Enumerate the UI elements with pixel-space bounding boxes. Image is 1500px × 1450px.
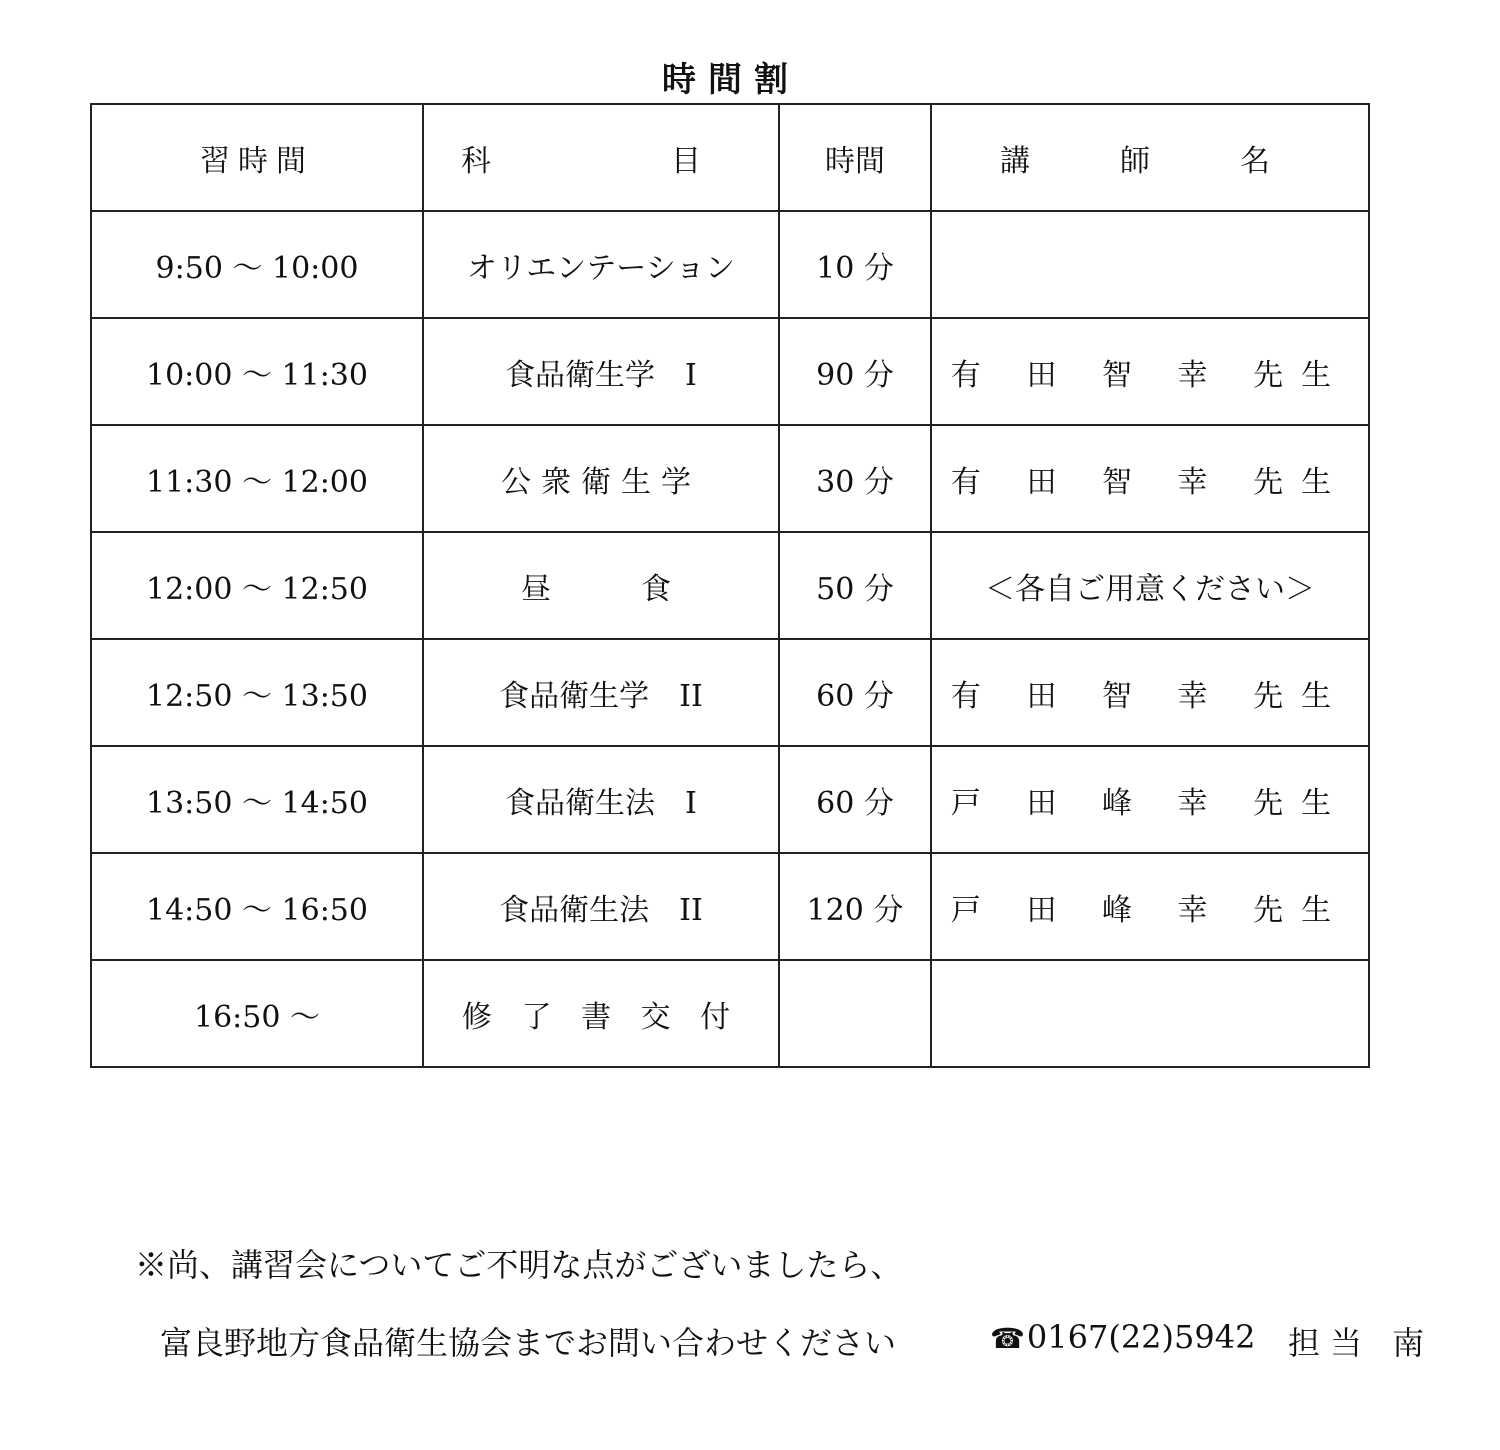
table-header-row [91, 104, 1369, 211]
duration-cell: 50 分 [779, 532, 931, 639]
time-cell: 11:30 ～ 12:00 [91, 425, 423, 532]
lecturer-cell [931, 960, 1369, 1067]
header-duration: 時間 [779, 104, 931, 211]
subject-cell: 食品衛生学 I [423, 318, 779, 425]
table-row [91, 318, 1369, 425]
duration-cell [779, 960, 931, 1067]
contact-person: 担当 南 [1288, 1324, 1435, 1362]
subject-cell: オリエンテーション [423, 211, 779, 318]
time-cell: 13:50 ～ 14:50 [91, 746, 423, 853]
duration-cell: 10 分 [779, 211, 931, 318]
lecturer-cell [931, 211, 1369, 318]
duration-cell: 30 分 [779, 425, 931, 532]
lecturer-cell: 戸 田 峰 幸 先生 [931, 853, 1369, 960]
header-lecturer: 講 師 名 [931, 104, 1369, 211]
time-cell: 10:00 ～ 11:30 [91, 318, 423, 425]
phone-icon: ☎ [990, 1322, 1025, 1355]
lecturer-cell: 有 田 智 幸 先生 [931, 318, 1369, 425]
duration-cell: 120 分 [779, 853, 931, 960]
lecturer-cell: 有 田 智 幸 先生 [931, 425, 1369, 532]
time-cell: 9:50 ～ 10:00 [91, 211, 423, 318]
subject-cell: 公衆衛生学 [423, 425, 779, 532]
subject-cell: 食品衛生法 I [423, 746, 779, 853]
time-cell: 14:50 ～ 16:50 [91, 853, 423, 960]
subject-cell: 修 了 書 交 付 [423, 960, 779, 1067]
table-row [91, 639, 1369, 746]
table-row [91, 960, 1369, 1067]
table-row [91, 211, 1369, 318]
duration-cell: 60 分 [779, 639, 931, 746]
header-time: 習時間 [91, 104, 423, 211]
time-cell: 12:00 ～ 12:50 [91, 532, 423, 639]
table-row [91, 853, 1369, 960]
lecturer-cell: ＜各自ご用意ください＞ [931, 532, 1369, 639]
subject-cell: 食品衛生学 II [423, 639, 779, 746]
duration-cell: 60 分 [779, 746, 931, 853]
subject-cell: 昼 食 [423, 532, 779, 639]
duration-cell: 90 分 [779, 318, 931, 425]
lecturer-cell: 戸 田 峰 幸 先生 [931, 746, 1369, 853]
lecturer-cell: 有 田 智 幸 先生 [931, 639, 1369, 746]
schedule-table [90, 103, 1370, 1068]
table-row [91, 532, 1369, 639]
table-row [91, 425, 1369, 532]
time-cell: 12:50 ～ 13:50 [91, 639, 423, 746]
phone-contact [990, 1318, 1255, 1356]
phone-number: 0167(22)5942 [1026, 1318, 1256, 1356]
subject-cell: 食品衛生法 II [423, 853, 779, 960]
header-subject: 科 目 [423, 104, 779, 211]
organization-text: 富良野地方食品衛生協会までお問い合わせください [160, 1324, 897, 1362]
inquiry-note: ※尚、講習会についてご不明な点がございましたら、 [135, 1246, 903, 1284]
page-title: 時間割 [662, 60, 800, 100]
table-row [91, 746, 1369, 853]
time-cell: 16:50 ～ [91, 960, 423, 1067]
